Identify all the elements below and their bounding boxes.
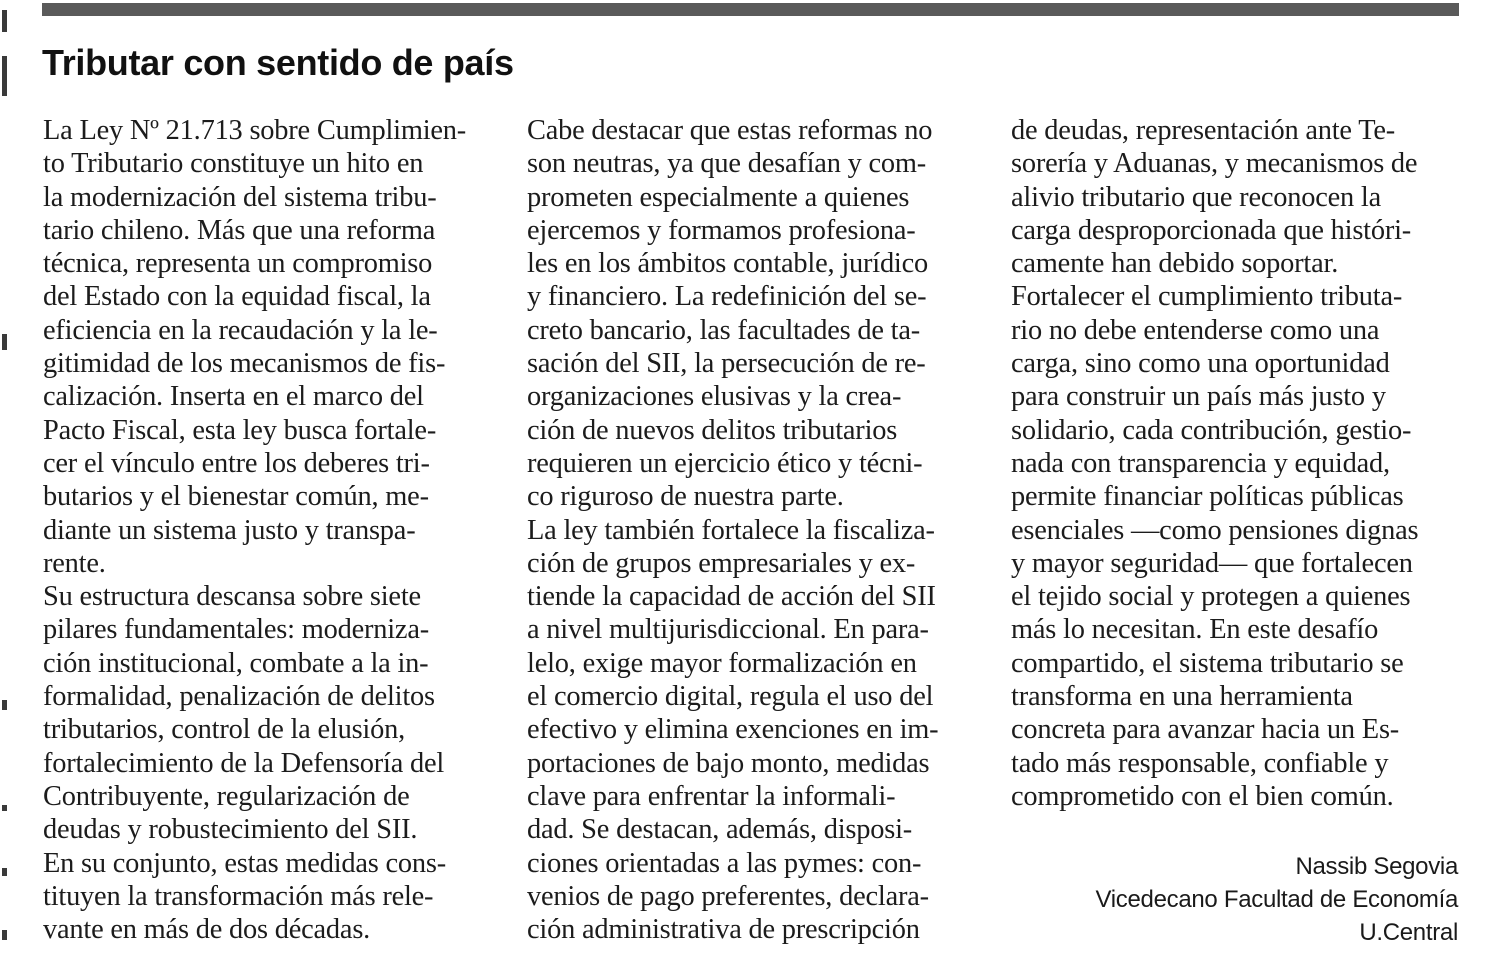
article-title: Tributar con sentido de país bbox=[42, 42, 514, 83]
article-text-line: técnica, representa un compromiso bbox=[43, 248, 433, 280]
article-text-line: ción administrativa de prescripción bbox=[527, 914, 920, 946]
article-text-line: a nivel multijurisdiccional. En para- bbox=[527, 614, 929, 646]
article-text-line: ejercemos y formamos profesiona- bbox=[527, 214, 916, 246]
article-text-line: ción de nuevos delitos tributarios bbox=[527, 414, 898, 446]
article-text-line: del Estado con la equidad fiscal, la bbox=[43, 281, 431, 313]
edge-mark bbox=[2, 700, 7, 710]
article-text-line: La Ley Nº 21.713 sobre Cumplimien- bbox=[43, 115, 467, 146]
article-text-line: lelo, exige mayor formalización en bbox=[527, 647, 917, 679]
article-text-line: co riguroso de nuestra parte. bbox=[527, 481, 844, 513]
adjacent-page-edge bbox=[0, 0, 22, 976]
article-text-line: creto bancario, las facultades de ta- bbox=[527, 314, 921, 346]
article-text-line: deudas y robustecimiento del SII. bbox=[43, 814, 418, 846]
article-text-line: Contribuyente, regularización de bbox=[43, 780, 410, 812]
article-text-line: venios de pago preferentes, declara- bbox=[527, 880, 929, 912]
article-text-line: portaciones de bajo monto, medidas bbox=[527, 747, 930, 779]
article-text-line: butarios y el bienestar común, me- bbox=[43, 481, 429, 513]
article-text-line: concreta para avanzar hacia un Es- bbox=[1011, 714, 1400, 746]
article-text-line: les en los ámbitos contable, jurídico bbox=[527, 248, 929, 280]
edge-mark bbox=[2, 805, 7, 811]
article-text-line: ción institucional, combate a la in- bbox=[43, 647, 429, 679]
article-text-line: nada con transparencia y equidad, bbox=[1011, 447, 1390, 479]
article-text-line: camente han debido soportar. bbox=[1011, 248, 1339, 280]
article-text-line: to Tributario constituye un hito en bbox=[43, 148, 424, 180]
article-text-line: de deudas, representación ante Te- bbox=[1011, 115, 1396, 146]
article-text-line: cer el vínculo entre los deberes tri- bbox=[43, 447, 430, 479]
article-text-line: diante un sistema justo y transpa- bbox=[43, 514, 416, 546]
article-text-line: En su conjunto, estas medidas cons- bbox=[43, 847, 447, 879]
article-text-line: comprometido con el bien común. bbox=[1011, 780, 1394, 812]
article-text-line: carga, sino como una oportunidad bbox=[1011, 348, 1390, 380]
article-text-line: sación del SII, la persecución de re- bbox=[527, 348, 926, 380]
article-text-line: solidario, cada contribución, gestio- bbox=[1011, 414, 1412, 446]
article-text-line: ciones orientadas a las pymes: con- bbox=[527, 847, 922, 879]
article-text-line: formalidad, penalización de delitos bbox=[43, 681, 435, 713]
article-text-line: alivio tributario que reconocen la bbox=[1011, 181, 1382, 213]
article-text-line: más lo necesitan. En este desafío bbox=[1011, 614, 1379, 646]
author-position: Vicedecano Facultad de Economía bbox=[1095, 886, 1458, 913]
edge-mark bbox=[2, 56, 7, 96]
article-text-line: tario chileno. Más que una reforma bbox=[43, 214, 436, 246]
article-text-line: Su estructura descansa sobre siete bbox=[43, 581, 421, 613]
article-text-line: el comercio digital, regula el uso del bbox=[527, 681, 934, 713]
article-text-line: tiende la capacidad de acción del SII bbox=[527, 581, 936, 613]
article-text-line: Fortalecer el cumplimiento tributa- bbox=[1011, 281, 1403, 313]
article-text-line: pilares fundamentales: moderniza- bbox=[43, 614, 429, 646]
article-column-3 bbox=[1011, 114, 1461, 813]
article-text-line: tado más responsable, confiable y bbox=[1011, 747, 1389, 779]
article-text-line: esenciales —como pensiones dignas bbox=[1011, 514, 1419, 546]
article-text-line: la modernización del sistema tribu- bbox=[43, 181, 437, 213]
article-text-line: y mayor seguridad— que fortalecen bbox=[1011, 547, 1413, 579]
article-text-line: son neutras, ya que desafían y com- bbox=[527, 148, 927, 180]
article-text-line: rio no debe entenderse como una bbox=[1011, 314, 1380, 346]
article-text-line: tituyen la transformación más rele- bbox=[43, 880, 434, 912]
article-text-line: calización. Inserta en el marco del bbox=[43, 381, 424, 413]
edge-mark bbox=[2, 10, 7, 32]
article-text-line: prometen especialmente a quienes bbox=[527, 181, 910, 213]
article-text-line: requieren un ejercicio ético y técni- bbox=[527, 447, 923, 479]
author-institution: U.Central bbox=[1359, 919, 1458, 946]
article-column-2 bbox=[527, 114, 977, 946]
article-text-line: carga desproporcionada que históri- bbox=[1011, 214, 1412, 246]
article-text-line: para construir un país más justo y bbox=[1011, 381, 1386, 413]
article-text-line: compartido, el sistema tributario se bbox=[1011, 647, 1404, 679]
article-text-line: Cabe destacar que estas reformas no bbox=[527, 115, 933, 146]
article-column-1 bbox=[43, 114, 493, 946]
article-text-line: La ley también fortalece la fiscaliza- bbox=[527, 514, 935, 546]
article-text-line: tributarios, control de la elusión, bbox=[43, 714, 405, 746]
article-text-line: dad. Se destacan, además, disposi- bbox=[527, 814, 913, 846]
article-text-line: y financiero. La redefinición del se- bbox=[527, 281, 927, 313]
article-text-line: sorería y Aduanas, y mecanismos de bbox=[1011, 148, 1418, 180]
article-text-line: el tejido social y protegen a quienes bbox=[1011, 581, 1411, 613]
author-signature bbox=[1095, 850, 1458, 949]
article-text-line: vante en más de dos décadas. bbox=[43, 914, 371, 946]
edge-mark bbox=[2, 334, 7, 350]
article-text-line: gitimidad de los mecanismos de fis- bbox=[43, 348, 446, 380]
article-text-line: efectivo y elimina exenciones en im- bbox=[527, 714, 939, 746]
section-top-rule bbox=[42, 3, 1459, 16]
article-text-line: ción de grupos empresariales y ex- bbox=[527, 547, 916, 579]
article-text-line: transforma en una herramienta bbox=[1011, 681, 1353, 713]
article-text-line: eficiencia en la recaudación y la le- bbox=[43, 314, 438, 346]
author-name: Nassib Segovia bbox=[1295, 853, 1458, 880]
article-text-line: permite financiar políticas públicas bbox=[1011, 481, 1404, 513]
article-text-line: rente. bbox=[43, 547, 106, 579]
edge-mark bbox=[2, 930, 7, 940]
edge-mark bbox=[2, 868, 7, 876]
article-text-line: Pacto Fiscal, esta ley busca fortale- bbox=[43, 414, 437, 446]
article-text-line: organizaciones elusivas y la crea- bbox=[527, 381, 902, 413]
article-text-line: fortalecimiento de la Defensoría del bbox=[43, 747, 445, 779]
article-text-line: clave para enfrentar la informali- bbox=[527, 780, 896, 812]
